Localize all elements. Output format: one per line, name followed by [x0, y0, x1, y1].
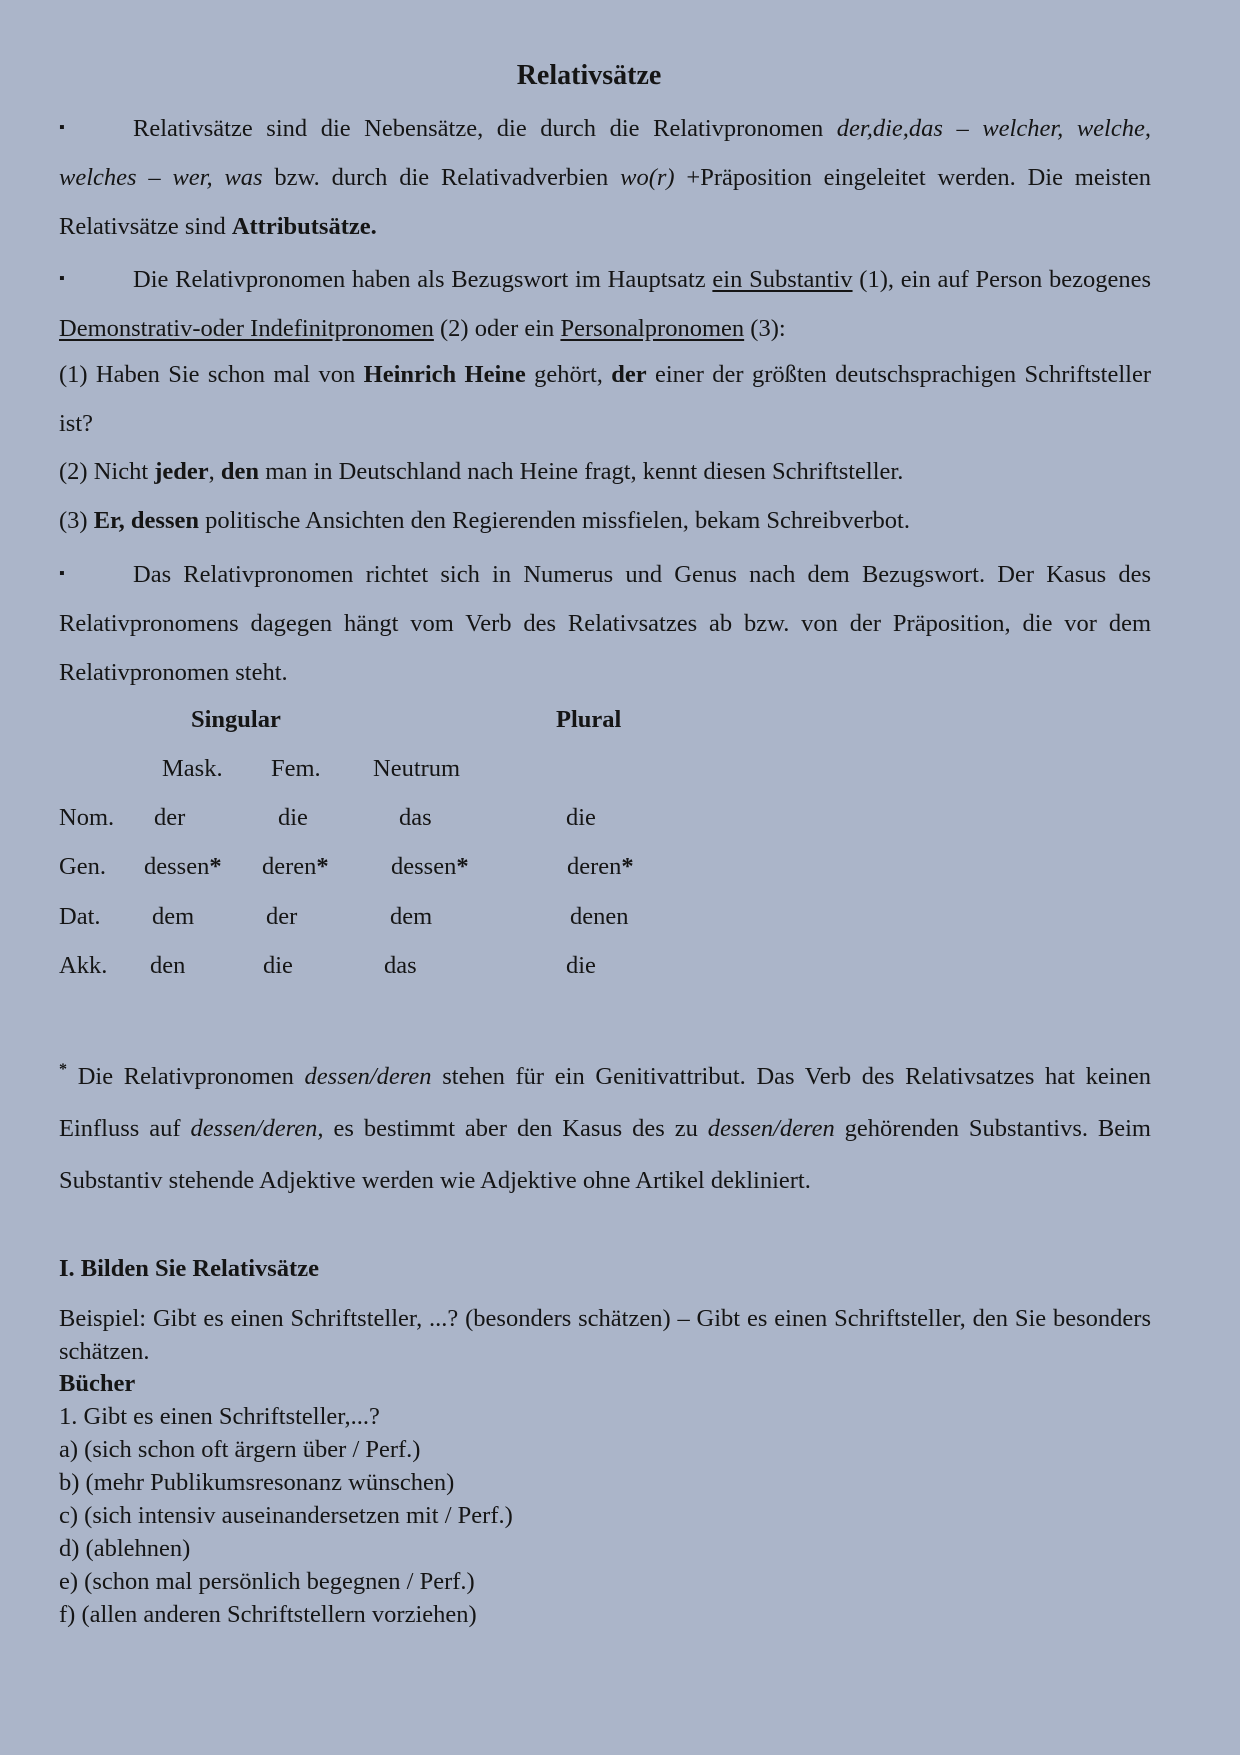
bullet-icon: ▪	[59, 119, 65, 136]
exercise-item: a) (sich schon oft ärgern über / Perf.)	[59, 1436, 421, 1463]
bullet-icon: ▪	[59, 270, 65, 287]
header-plural: Plural	[556, 706, 622, 733]
exercise-item: 1. Gibt es einen Schriftsteller,...?	[59, 1403, 380, 1430]
exercise-item: d) (ablehnen)	[59, 1535, 191, 1562]
table-cell: dem	[152, 903, 195, 930]
exercise-item: e) (schon mal persönlich begegnen / Perf.)	[59, 1568, 475, 1595]
table-cell: das	[399, 804, 432, 831]
table-cell: den	[150, 952, 186, 979]
table-cell: die	[263, 952, 293, 979]
exercise-example: Beispiel: Gibt es einen Schriftsteller, ...? (besonders schätzen) – Gibt es einen Schriftsteller, den Sie besonders schätzen.	[59, 1305, 1151, 1365]
table-row-case: Nom.	[59, 804, 115, 831]
paragraph-bezugswort: ▪ Die Relativpronomen haben als Bezugswort im Hauptsatz ein Substantiv (1), ein auf Person bezogenes Demonstrativ-oder Indefinitpronomen (2) oder ein Personalpronomen (3):	[59, 254, 1151, 353]
footnote-genitive: * Die Relativpronomen dessen/deren stehen für ein Genitivattribut. Das Verb des Relativsatzes hat keinen Einfluss auf dessen/deren, es bestimmt aber den Kasus des zu dessen/deren gehörenden Substantivs. Beim Substantiv stehende Adjektive werden wie Adjektive ohne Artikel dekliniert.	[59, 1061, 1151, 1194]
table-row-case: Akk.	[59, 952, 108, 979]
paragraph-definition: ▪ Relativsätze sind die Nebensätze, die durch die Relativpronomen der,die,das – welcher, welche, welches – wer, was bzw. durch die Relativadverbien wo(r) +Präposition eingeleitet werden. Die meisten Relativsätze sind Attributsätze.	[59, 103, 1151, 251]
table-cell: die	[566, 804, 596, 831]
table-cell: dessen*	[391, 853, 469, 880]
table-cell: der	[266, 903, 298, 930]
page-title: Relativsätze	[516, 60, 662, 91]
exercise-topic: Bücher	[59, 1370, 136, 1397]
table-cell: die	[566, 952, 596, 979]
table-cell: deren*	[262, 853, 329, 880]
table-cell: deren*	[567, 853, 634, 880]
exercise-item: c) (sich intensiv auseinandersetzen mit / Perf.)	[59, 1502, 513, 1529]
table-cell: die	[278, 804, 308, 831]
exercise-heading: I. Bilden Sie Relativsätze	[59, 1255, 319, 1282]
table-cell: dem	[390, 903, 433, 930]
header-singular: Singular	[191, 706, 281, 733]
paragraph-kongruenz: ▪ Das Relativpronomen richtet sich in Numerus und Genus nach dem Bezugswort. Der Kasus des Relativpronomens dagegen hängt vom Verb des Relativsatzes ab bzw. von der Präposition, die vor dem Relativpronomen steht.	[59, 549, 1151, 697]
table-row-case: Gen.	[59, 853, 106, 880]
table-cell: das	[384, 952, 417, 979]
exercise-item: f) (allen anderen Schriftstellern vorziehen)	[59, 1601, 477, 1628]
example-3: (3) Er, dessen politische Ansichten den Regierenden missfielen, bekam Schreibverbot.	[59, 507, 910, 534]
table-cell: dessen*	[144, 853, 222, 880]
bullet-icon: ▪	[59, 565, 65, 582]
example-2: (2) Nicht jeder, den man in Deutschland nach Heine fragt, kennt diesen Schriftsteller.	[59, 458, 904, 485]
example-1: (1) Haben Sie schon mal von Heinrich Heine gehört, der einer der größten deutschsprachigen Schriftsteller ist?	[59, 361, 1152, 437]
exercise-item: b) (mehr Publikumsresonanz wünschen)	[59, 1469, 455, 1496]
table-cell: der	[154, 804, 186, 831]
footnote-mark: *	[59, 1061, 67, 1078]
header-mask: Mask.	[162, 755, 223, 782]
header-neutrum: Neutrum	[373, 755, 461, 782]
header-fem: Fem.	[271, 755, 321, 782]
table-cell: denen	[570, 903, 629, 930]
table-row-case: Dat.	[59, 903, 101, 930]
